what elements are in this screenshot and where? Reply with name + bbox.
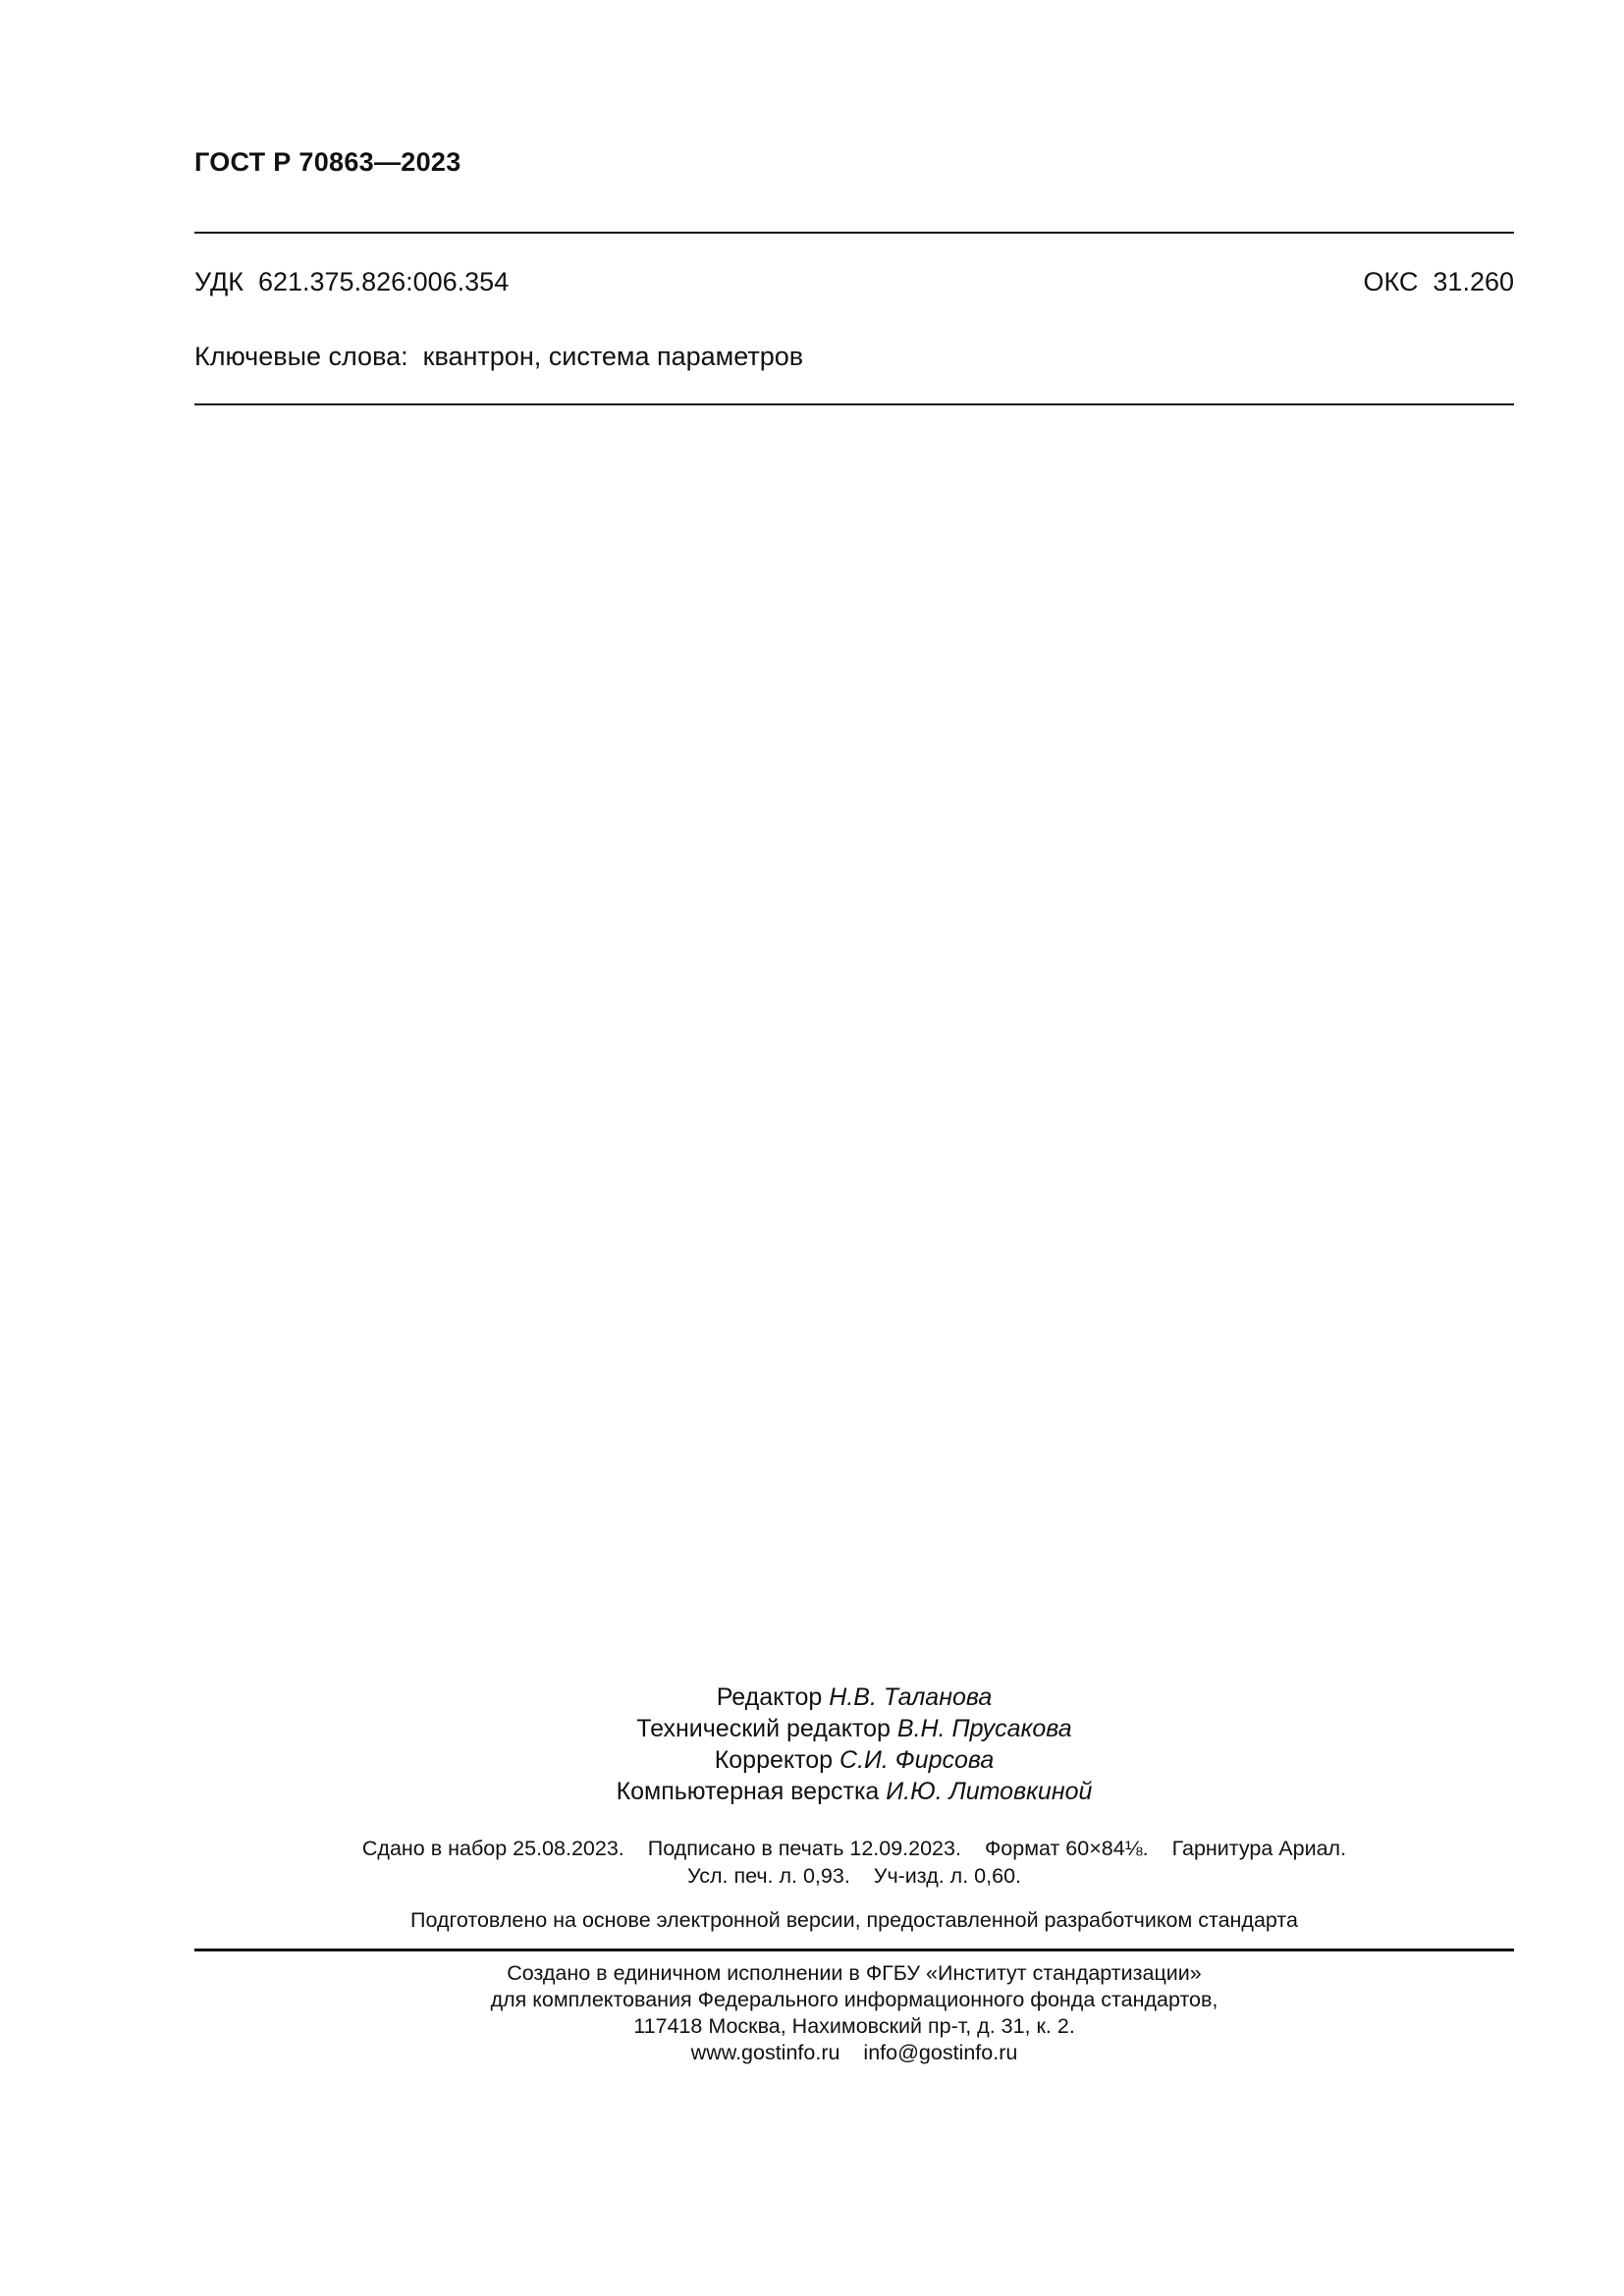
- udk-label: УДК: [194, 267, 244, 296]
- publisher-email-link[interactable]: info@gostinfo.ru: [863, 2041, 1018, 2064]
- document-code: ГОСТ Р 70863—2023: [194, 147, 461, 177]
- keywords-line: [194, 342, 803, 372]
- imprint-block: [194, 1835, 1514, 1890]
- credit-role: Компьютерная верстка: [616, 1778, 880, 1805]
- credit-role: Технический редактор: [636, 1715, 891, 1742]
- imprint-line-2: [194, 1862, 1514, 1890]
- credit-name: С.И. Фирсова: [839, 1746, 995, 1774]
- top-divider: [194, 232, 1514, 234]
- imprint-signed: Подписано в печать 12.09.2023.: [647, 1837, 961, 1860]
- publisher-line-2: для комплектования Федерального информационного фонда стандартов,: [490, 1988, 1218, 2011]
- publisher-divider: [194, 1949, 1514, 1951]
- credits-block: [194, 1682, 1514, 1807]
- credit-role: Корректор: [714, 1746, 834, 1774]
- publisher-address: 117418 Москва, Нахимовский пр-т, д. 31, к. 2.: [633, 2014, 1075, 2038]
- publisher-website-link[interactable]: www.gostinfo.ru: [690, 2041, 840, 2064]
- credit-name: В.Н. Прусакова: [896, 1715, 1072, 1742]
- imprint-edit-sheets: Уч-изд. л. 0,60.: [873, 1864, 1021, 1888]
- udk-line: [194, 267, 509, 297]
- imprint-print-sheets: Усл. печ. л. 0,93.: [686, 1864, 850, 1888]
- credit-tech-editor: [194, 1713, 1514, 1744]
- imprint-typeface: Гарнитура Ариал.: [1171, 1837, 1347, 1860]
- prepared-note: Подготовлено на основе электронной версии, предоставленной разработчиком стандарта: [410, 1908, 1298, 1932]
- keywords-divider: [194, 403, 1514, 405]
- credit-layout: [194, 1776, 1514, 1807]
- udk-value: 621.375.826:006.354: [257, 267, 510, 296]
- keywords-value: квантрон, система параметров: [422, 342, 804, 371]
- imprint-submitted: Сдано в набор 25.08.2023.: [361, 1837, 624, 1860]
- credit-name: Н.В. Таланова: [829, 1683, 993, 1711]
- oks-value: 31.260: [1433, 267, 1514, 296]
- credit-name: И.Ю. Литовкиной: [886, 1778, 1093, 1805]
- imprint-line-1: [194, 1835, 1514, 1862]
- imprint-format: Формат 60×84⅛.: [984, 1837, 1149, 1860]
- publisher-block: [194, 1960, 1514, 2066]
- keywords-label: Ключевые слова:: [194, 342, 408, 371]
- publisher-contacts: [194, 2040, 1514, 2066]
- credit-editor: [194, 1682, 1514, 1713]
- oks-line: [1363, 267, 1514, 297]
- oks-label: ОКС: [1363, 267, 1419, 296]
- credit-role: Редактор: [716, 1683, 823, 1711]
- credit-proofreader: [194, 1744, 1514, 1776]
- publisher-line-1: Создано в единичном исполнении в ФГБУ «Институт стандартизации»: [507, 1961, 1202, 1985]
